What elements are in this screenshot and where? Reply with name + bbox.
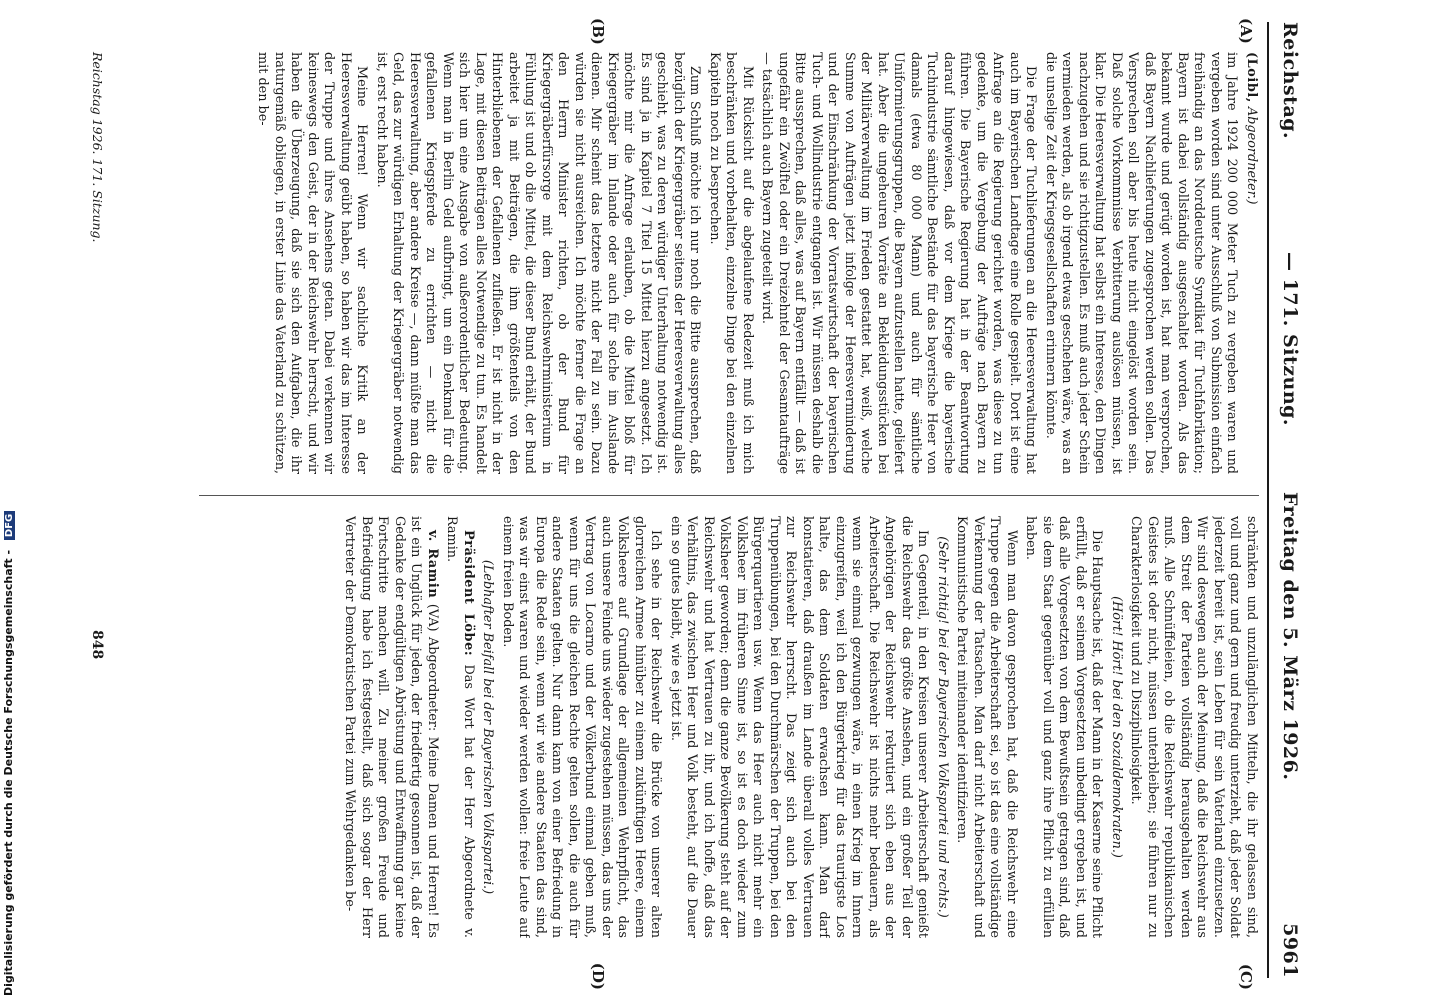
speaker-name: v. Ramin: [425, 530, 440, 599]
margin-marker-c: (C): [1237, 963, 1255, 990]
header-rule: [1267, 22, 1269, 978]
digitization-credit: [2, 511, 15, 996]
header-page-number: 5961: [1279, 923, 1301, 978]
right-text-column: [199, 516, 1259, 938]
speaker-role: Abgeordneter.): [1244, 107, 1259, 205]
column-divider: [199, 495, 1259, 496]
paragraph: Wenn man davon gesprochen hat, daß die Reichswehr eine Truppe gegen die Arbeiterschaft sei, so ist das eine vollständige Verkennung der Tatsachen. Man darf nicht Arbeiterschaft und Kommunistische Partei miteinander identifizieren.: [954, 516, 1019, 938]
speaker-line: [1243, 52, 1260, 474]
dfg-logo: DFG: [4, 511, 15, 540]
left-text-column: [89, 52, 1259, 474]
page-header: [1271, 22, 1305, 978]
margin-marker-b: (B): [589, 18, 607, 45]
paragraph: Mit Rücksicht auf die abgelaufene Redezeit muß ich mich beschränken und vorbehalten, einzelne Dinge bei den einzelnen Kapiteln noch zu besprechen.: [707, 52, 755, 474]
header-institution: Reichstag.: [1279, 22, 1301, 140]
paragraph: Meine Herren! Wenn wir sachliche Kritik an der Heeresverwaltung geübt haben, so haben wir das im Interesse der Truppe und ihres Ansehens getan. Dabei verkennen wir keineswegs den Geist, der in der Reichswehr herrscht, und wir haben die Überzeugung, daß sie sich den Aufgaben, die ihr naturgemäß obliegen, in erster Linie das Vaterland zu schützen, mit den be-: [255, 52, 370, 474]
speaker-paragraph: [341, 516, 440, 938]
interjection: (Hört! Hört! bei den Sozialdemokraten.): [1109, 596, 1124, 858]
speaker-paragraph: [443, 516, 476, 938]
paragraph: Im Gegenteil, in den Kreisen unserer Arbeiterschaft genießt die Reichswehr das größte Ansehen, und ein großer Teil der Angehörigen der Reichswehr rekrutiert sich eben aus der Arbeiterschaft. Die Reichswehr ist nichts mehr bedauern, als wenn sie einmal gezwungen wäre, in einen Krieg im Innern einzugreifen, weil ich den Bürgerkrieg für das traurigste Los halte, das dem Soldaten erwachsen kann. Man darf konstatieren, daß draußen im Lande überall volles Vertrauen zur Reichswehr herrscht. Das zeigt sich auch bei den Truppenübungen, bei den Durchmärschen der Truppen, bei den Bürgerquartieren usw. Wenn das Heer auch nicht mehr ein Volksheer im früheren Sinne ist, so ist es doch wieder zum Volksheer geworden; denn die ganze Bevölkerung steht auf der Reichswehr und hat Vertrauen zu ihr, und ich hoffe, daß das Verhältnis, das zwischen Heer und Volk besteht, auf die Dauer ein so gutes bleibt, wie es jetzt ist.: [668, 516, 931, 938]
interjection: (Sehr richtig! bei der Bayerischen Volkspartei und rechts.): [935, 536, 950, 918]
paragraph: schränkten und unzulänglichen Mitteln, die ihr gelassen sind, voll und ganz und gern und freudig unterzieht, daß jeder Soldat jederzeit bereit ist, sein Leben für sein Vaterland einzusetzen. Wir sind deswegen auch der Meinung, daß die Reichswehr aus dem Streit der Parteien vollständig herausgehalten werden muß. Alle Schnüffeleien, ob die Reichswehr republikanischen Geistes ist oder nicht, müssen unterbleiben; sie führen nur zu Charakterlosigkeit und zu Disziplinlosigkeit.: [1128, 516, 1259, 938]
speaker-name: (Loibl,: [1244, 52, 1259, 103]
footer-sheet-number: 848: [89, 630, 105, 660]
president-name: Präsident Löbe:: [461, 530, 476, 657]
paragraph: Zum Schluß möchte ich nur noch die Bitte aussprechen, daß bezüglich der Kriegergräber seitens der Heeresverwaltung alles geschieht, was zu deren würdiger Unterhaltung notwendig ist. Es sind ja in Kapitel 7 Titel 15 Mittel hierzu angesetzt. Ich möchte mir die Anfrage erlauben, ob die Mittel bloß für Kriegergräber im Inlande oder auch für solche im Auslande dienen. Mir scheint das letztere nicht der Fall zu sein. Dazu würden sie nicht ausreichen. Ich möchte ferner die Frage an den Herrn Minister richten, ob der Bund für Kriegergräberfürsorge mit dem Reichswehrministerium in Fühlung ist und ob die Mittel, die dieser Bund erhält, der Bund arbeitet ja mit Beiträgen, die ihm größtenteils von den Hinterbliebenen der Gefallenen zufließen. Er ist nicht in der Lage, mit diesen Beiträgen alles Notwendige zu tun. Es handelt sich hier um eine Ausgabe von außerordentlicher Bedeutung. Wenn man in Berlin Geld aufbringt, um ein Denkmal für die gefallenen Kriegspferde zu errichten — nicht die Heeresverwaltung, aber andere Kreise —, dann müßte man das Geld, das zur würdigen Erhaltung der Kriegergräber notwendig ist, erst recht haben.: [374, 52, 703, 474]
paragraph: Ich sehe in der Reichswehr die Brücke von unserer alten glorreichen Armee hinüber zu einem zukünftigen Heere, einem Volksheere auf Grundlage der allgemeinen Wehrpflicht, das auch unsere Feinde uns wieder zugestehen müssen, das uns der Vertrag von Locarno und der Völkerbund einmal geben muß, wenn für uns die gleichen Rechte gelten sollen, die auch für andere Staaten gelten. Nur dann kann von einer Befriedung in Europa die Rede sein, wenn wir wie andere Staaten das sind, was wir einst waren und wieder werden wollen: freie Leute auf einem freien Boden.: [500, 516, 664, 938]
paragraph: Die Hauptsache ist, daß der Mann in der Kaserne seine Pflicht erfüllt, daß er seinem Vorgesetzten unbedingt ergeben ist, und daß alle Vorgesetzten von dem Bewußtsein getragen sind, daß sie dem Staat gegenüber voll und ganz ihre Pflicht zu erfüllen haben.: [1023, 516, 1105, 938]
credit-text: Digitalisierung gefördert durch die Deutsche Forschungsgemeinschaft -: [2, 549, 15, 996]
margin-marker-a: (A): [1237, 18, 1255, 44]
margin-marker-d: (D): [589, 962, 607, 990]
footer-session: Reichstag 1926. 171. Sitzung.: [90, 52, 105, 243]
paragraph: Die Frage der Tuchlieferungen an die Heeresverwaltung hat auch im Bayerischen Landtage eine Rolle gespielt. Dort ist eine Anfrage an die Regierung gerichtet worden, was diese zu tun gedenke, um die Vergebung der Aufträge nach Bayern zu führen. Die Bayerische Regierung hat in der Beantwortung darauf hingewiesen, daß vor dem Kriege die bayerische Tuchindustrie sämtliche Bestände für das bayerische Heer von damals (etwa 80 000 Mann) und auch für sämtliche Uniformierungsgruppen, die Bayern aufzustellen hatte, geliefert hat. Aber die ungeheuren Vorräte an Bekleidungsstücken bei der Militärverwaltung im Frieden gestattet hat, weiß, welche Summe von Aufträgen jetzt infolge der Heeresverminderung und der Einschränkung der Vorratswirtschaft der bayerischen Tuch- und Wollindustrie entgangen ist. Wir müssen deshalb die Bitte aussprechen, daß alles, was auf Bayern entfällt — daß ist ungefähr ein Zwölftel oder ein Dreizehntel der Gesamtaufträge — tatsächlich auch Bayern zugeteilt wird.: [759, 52, 1039, 474]
header-date: Freitag den 5. März 1926.: [1279, 492, 1301, 781]
header-session: — 171. Sitzung.: [1279, 252, 1301, 427]
speech-text: (VA) Abgeordneter: Meine Damen und Herren! Es ist ein Unglück für jeden, der friedfertig gesonnen ist, daß der Gedanke der endgültigen Abrüstung und Entwaffnung gar keine Fortschritte machen will. Zu meiner großen Freude und Befriedigung habe ich festgestellt, daß sich sogar der Herr Vertreter der Demokratischen Partei zum Wehrgedanken be-: [342, 516, 440, 938]
interjection: (Lebhafter Beifall bei der Bayerischen Volkspartei.): [480, 559, 496, 895]
president-statement: Das Wort hat der Herr Abgeordnete v. Ramin.: [444, 516, 476, 938]
paragraph: im Jahre 1924 200 000 Meter Tuch zu vergeben waren und vergeben worden sind unter Ausschluß von Submission einfach freihändig an das Norddeutsche Syndikat für Tuchfabrikation; Bayern ist dabei vollständig ausgeschaltet worden. Als das bekannt wurde und gerügt worden ist, hat man versprochen, daß Bayern Nachlieferungen zugesprochen werden sollen. Das Versprechen soll aber bis heute nicht eingelöst worden sein. Daß solche Vorkommnisse Verbitterung auslösen müssen, ist klar. Die Heeresverwaltung hat selbst ein Interesse, den Dingen nachzugehen und sie richtigzustellen. Es muß auch jeder Schein vermieden werden, als ob irgend etwas geschehen wäre, was an die unselige Zeit der Kriegsgesellschaften erinnern könnte.: [1043, 52, 1240, 474]
